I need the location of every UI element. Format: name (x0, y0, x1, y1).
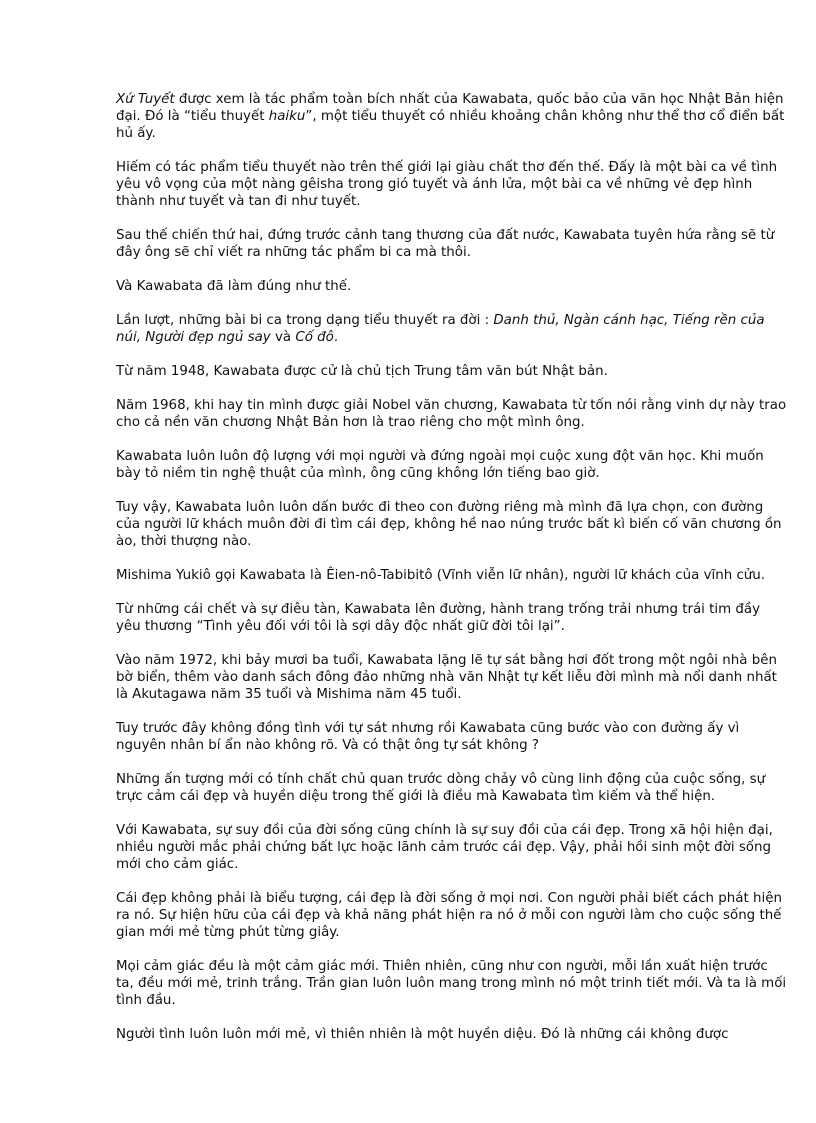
paragraph (116, 278, 788, 295)
paragraph (116, 312, 788, 346)
text-run: Tuy trước đây không đồng tình với tự sát nhưng rồi Kawabata cũng bước vào con đường ấy vì nguyên nhân bí ẩn nào không rõ. Và có thật ông tự sát không ? (116, 721, 740, 753)
paragraph (116, 363, 788, 380)
text-run: Với Kawabata, sự suy đồi của đời sống cũng chính là sự suy đồi của cái đẹp. Trong xã hội hiện đại, nhiều người mắc phải chứng bất lực hoặc lãnh cảm trước cái đẹp. Vậy, phải hồi sinh một đời sống mới cho cảm giác. (116, 823, 773, 872)
paragraph (116, 601, 788, 635)
text-run: . (333, 330, 339, 345)
paragraph (116, 1026, 788, 1043)
paragraph (116, 448, 788, 482)
text-run: Vào năm 1972, khi bảy mươi ba tuổi, Kawabata lặng lẽ tự sát bằng hơi đốt trong một ngôi nhà bên bờ biển, thêm vào danh sách đông đảo những nhà văn Nhật tự kết liễu đời mình mà nổi danh nhất là Akutagawa năm 35 tuổi và Mishima năm 45 tuổi. (116, 653, 777, 702)
text-run: Sau thế chiến thứ hai, đứng trước cảnh tang thương của đất nước, Kawabata tuyên hứa rằng sẽ từ đây ông sẽ chỉ viết ra những tác phẩm bi ca mà thôi. (116, 228, 775, 260)
paragraph (116, 720, 788, 754)
italic-text-run: Cố đô (295, 330, 334, 345)
italic-text-run: Xứ Tuyết (116, 92, 175, 107)
text-run: Từ những cái chết và sự điêu tàn, Kawabata lên đường, hành trang trống trải nhưng trái tim đầy yêu thương “Tình yêu đối với tôi là sợi dây độc nhất giữ đời tôi lại”. (116, 602, 761, 634)
text-run: ”, một tiểu thuyết có nhiều khoảng chân không như thể thơ cổ điển bất hủ ấy. (116, 109, 785, 141)
paragraph (116, 91, 788, 142)
paragraph (116, 771, 788, 805)
paragraph (116, 567, 788, 584)
text-run: Từ năm 1948, Kawabata được cử là chủ tịch Trung tâm văn bút Nhật bản. (116, 364, 608, 379)
paragraph (116, 822, 788, 873)
text-run: Mọi cảm giác đều là một cảm giác mới. Thiên nhiên, cũng như con người, mỗi lần xuất hiện trước ta, đều mới mẻ, trinh trắng. Trần gian luôn luôn mang trong mình nó một trinh tiết mới. Và ta là mối tình đầu. (116, 959, 787, 1008)
text-run: được xem là tác phẩm toàn bích nhất của Kawabata, quốc bảo của văn học Nhật Bản hiện đại. Đó là “tiểu thuyết (116, 92, 784, 124)
paragraph (116, 499, 788, 550)
text-run: Cái đẹp không phải là biểu tượng, cái đẹp là đời sống ở mọi nơi. Con người phải biết cách phát hiện ra nó. Sự hiện hữu của cái đẹp và khả năng phát hiện ra nó ở mỗi con người làm cho cuộc sống thế gian mới mẻ từng phút từng giây. (116, 891, 782, 940)
text-run: và (270, 330, 296, 345)
text-run: Năm 1968, khi hay tin mình được giải Nobel văn chương, Kawabata từ tốn nói rằng vinh dự này trao cho cả nền văn chương Nhật Bản hơn là trao riêng cho một mình ông. (116, 398, 787, 430)
text-run: Hiếm có tác phẩm tiểu thuyết nào trên thế giới lại giàu chất thơ đến thế. Đấy là một bài ca về tình yêu vô vọng của một nàng gêisha trong gió tuyết và ánh lửa, một bài ca về những vẻ đẹp hình thành như tuyết và tan đi như tuyết. (116, 160, 778, 209)
italic-text-run: Danh thủ, Ngàn cánh hạc, Tiếng rền của núi, Người đẹp ngủ say (116, 313, 765, 345)
paragraph (116, 397, 788, 431)
paragraph (116, 958, 788, 1009)
italic-text-run: haiku (268, 109, 306, 124)
text-run: Tuy vậy, Kawabata luôn luôn dấn bước đi theo con đường riêng mà mình đã lựa chọn, con đường của người lữ khách muôn đời đi tìm cái đẹp, không hề nao núng trước bất kì biến cố văn chương ồn ào, thời thượng nào. (116, 500, 782, 549)
paragraph (116, 159, 788, 210)
paragraph (116, 890, 788, 941)
text-run: Mishima Yukiô gọi Kawabata là Êien-nô-Tabibitô (Vĩnh viễn lữ nhân), người lữ khách của vĩnh cửu. (116, 568, 766, 583)
document-body (116, 91, 788, 1060)
text-run: Kawabata luôn luôn độ lượng với mọi người và đứng ngoài mọi cuộc xung đột văn học. Khi muốn bày tỏ niềm tin nghệ thuật của mình, ông cũng không lớn tiếng bao giờ. (116, 449, 764, 481)
paragraph (116, 227, 788, 261)
paragraph (116, 652, 788, 703)
text-run: Người tình luôn luôn mới mẻ, vì thiên nhiên là một huyền diệu. Đó là những cái không được (116, 1027, 729, 1042)
text-run: Lần lượt, những bài bi ca trong dạng tiểu thuyết ra đời : (116, 313, 494, 328)
text-run: Những ấn tượng mới có tính chất chủ quan trước dòng chảy vô cùng linh động của cuộc sống, sự trực cảm cái đẹp và huyền diệu trong thế giới là điều mà Kawabata tìm kiếm và thể hiện. (116, 772, 766, 804)
text-run: Và Kawabata đã làm đúng như thế. (116, 279, 352, 294)
